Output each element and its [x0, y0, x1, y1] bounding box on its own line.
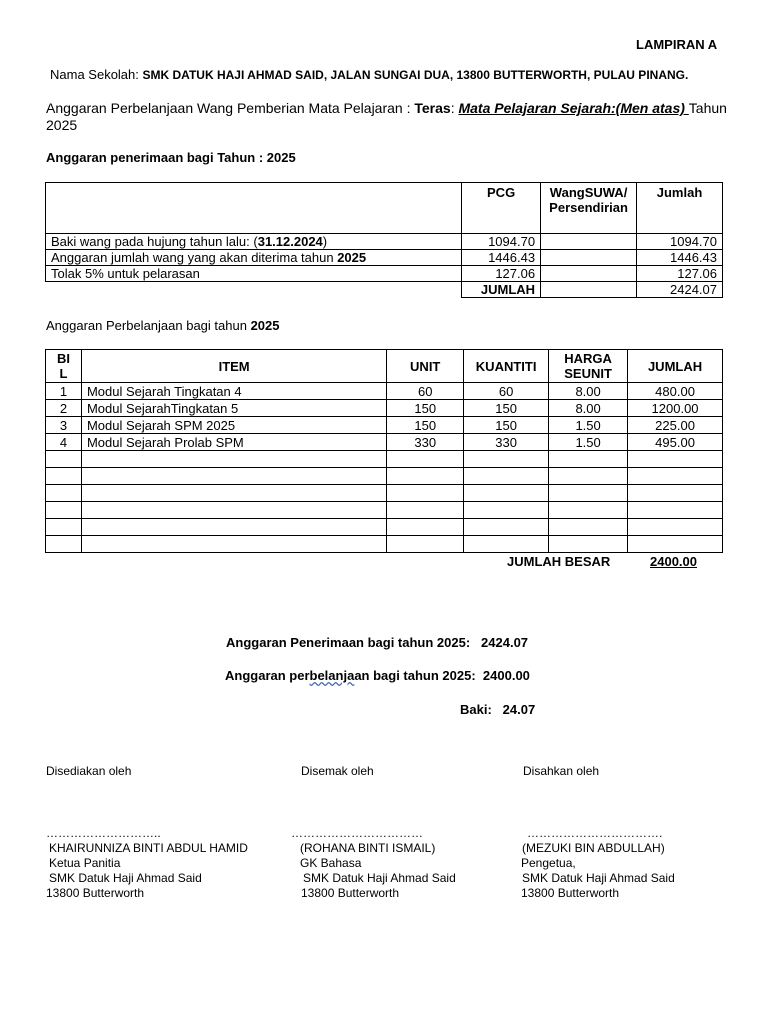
row-kuantiti: 150 — [464, 400, 549, 417]
row-unit: 330 — [387, 434, 464, 451]
row-item: Modul SejarahTingkatan 5 — [81, 400, 386, 417]
receipt-pcg: 127.06 — [462, 266, 541, 282]
receipt-label-text: Anggaran jumlah wang yang akan diterima tahun — [51, 250, 338, 265]
receipts-total-row — [46, 282, 723, 298]
row-harga: 1.50 — [549, 434, 628, 451]
row-harga: 1.50 — [549, 417, 628, 434]
col-wangsuwa: WangSUWA/ Persendirian — [541, 183, 637, 234]
col-unit: UNIT — [387, 350, 464, 383]
summary-spend-underlined: belanja — [309, 668, 355, 683]
expenses-header-row — [46, 350, 723, 383]
signatory-title: GK Bahasa — [300, 856, 362, 870]
table-row — [46, 434, 723, 451]
receipt-jumlah: 127.06 — [637, 266, 723, 282]
row-kuantiti: 150 — [464, 417, 549, 434]
signature-block-prepared — [46, 826, 248, 901]
school-name: SMK DATUK HAJI AHMAD SAID, JALAN SUNGAI DUA, 13800 BUTTERWORTH, PULAU PINANG. — [142, 68, 689, 82]
total-blank — [46, 282, 462, 298]
row-item: Modul Sejarah Prolab SPM — [81, 434, 386, 451]
row-jumlah: 495.00 — [628, 434, 723, 451]
expenses-title-text: Anggaran Perbelanjaan bagi tahun — [46, 318, 251, 333]
signature-role-approved: Disahkan oleh — [523, 764, 600, 778]
row-jumlah: 1200.00 — [628, 400, 723, 417]
summary-baki-value: 24.07 — [502, 702, 536, 717]
table-row — [46, 417, 723, 434]
signature-block-approved — [521, 826, 675, 901]
signature-line: ……………………………. — [527, 826, 663, 840]
signature-block-checked — [291, 826, 456, 901]
table-row — [46, 383, 723, 400]
empty-row — [46, 485, 723, 502]
receipts-title: Anggaran penerimaan bagi Tahun : 2025 — [46, 150, 296, 165]
receipt-jumlah: 1446.43 — [637, 250, 723, 266]
row-item: Modul Sejarah SPM 2025 — [81, 417, 386, 434]
summary-spend-value: 2400.00 — [482, 668, 530, 683]
signatory-title: Ketua Panitia — [49, 856, 121, 870]
summary-spend-post: an bagi tahun 2025: — [354, 668, 476, 683]
row-bil: 4 — [46, 434, 82, 451]
row-kuantiti: 60 — [464, 383, 549, 400]
signature-role-checked: Disemak oleh — [301, 764, 374, 778]
row-bil: 3 — [46, 417, 82, 434]
signatory-name: KHAIRUNNIZA BINTI ABDUL HAMID — [49, 841, 248, 855]
col-kuantiti: KUANTITI — [464, 350, 549, 383]
receipt-suwa — [541, 234, 637, 250]
summary-spend — [225, 668, 530, 683]
table-row — [46, 400, 723, 417]
signature-line: …………………………… — [291, 826, 423, 840]
signatory-school: SMK Datuk Haji Ahmad Said — [522, 871, 675, 885]
expenses-title — [46, 318, 279, 333]
receipt-label-bold: 31.12.2024 — [257, 234, 323, 249]
summary-receipts-label: Anggaran Penerimaan bagi tahun 2025: — [226, 635, 471, 650]
subject-name: Mata Pelajaran Sejarah:(Men atas) — [458, 100, 689, 116]
empty-row — [46, 536, 723, 553]
row-item: Modul Sejarah Tingkatan 4 — [81, 383, 386, 400]
col-item: ITEM — [81, 350, 386, 383]
row-kuantiti: 330 — [464, 434, 549, 451]
empty-row — [46, 468, 723, 485]
empty-row — [46, 519, 723, 536]
signatory-school: SMK Datuk Haji Ahmad Said — [49, 871, 202, 885]
budget-purpose — [46, 100, 736, 134]
table-row — [46, 234, 723, 250]
receipt-jumlah: 1094.70 — [637, 234, 723, 250]
receipt-pcg: 1446.43 — [462, 250, 541, 266]
col-pcg: PCG — [462, 183, 541, 234]
signatory-city: 13800 Butterworth — [301, 886, 400, 900]
row-harga: 8.00 — [549, 400, 628, 417]
col-bil-text: BI L — [56, 351, 70, 381]
receipt-pcg: 1094.70 — [462, 234, 541, 250]
signatory-school: SMK Datuk Haji Ahmad Said — [303, 871, 456, 885]
teras-colon: : — [450, 100, 459, 116]
summary-receipts — [226, 635, 528, 650]
school-label: Nama Sekolah: — [50, 67, 143, 82]
teras-label: Teras — [414, 100, 451, 116]
row-unit: 150 — [387, 400, 464, 417]
grand-total-label: JUMLAH BESAR — [507, 554, 611, 569]
signature-line: ……………………….. — [46, 826, 161, 840]
signatory-name: (ROHANA BINTI ISMAIL) — [300, 841, 436, 855]
receipt-label — [46, 234, 462, 250]
receipt-label-text: ) — [322, 234, 328, 249]
signatory-city: 13800 Butterworth — [521, 886, 620, 900]
row-jumlah: 480.00 — [628, 383, 723, 400]
receipt-suwa — [541, 266, 637, 282]
signatory-city: 13800 Butterworth — [46, 886, 145, 900]
table-row — [46, 250, 723, 266]
col-bil — [46, 350, 82, 383]
grand-total-value: 2400.00 — [650, 554, 697, 569]
table-row — [46, 266, 723, 282]
col-harga-seunit — [549, 350, 628, 383]
receipts-header-row — [46, 183, 723, 234]
row-unit: 150 — [387, 417, 464, 434]
col-harga-text: HARGA SEUNIT — [564, 351, 612, 381]
lampiran-label: LAMPIRAN A — [636, 37, 718, 52]
row-jumlah: 225.00 — [628, 417, 723, 434]
receipts-total-suwa — [541, 282, 637, 298]
purpose-prefix: Anggaran Perbelanjaan Wang Pemberian Mata Pelajaran : — [46, 100, 415, 116]
expenses-table — [45, 349, 723, 553]
receipts-total-value: 2424.07 — [637, 282, 723, 298]
signatory-title: Pengetua, — [521, 856, 576, 870]
empty-row — [46, 451, 723, 468]
summary-receipts-value: 2424.07 — [481, 635, 529, 650]
receipt-label — [46, 250, 462, 266]
summary-baki — [460, 702, 535, 717]
col-jumlah: JUMLAH — [628, 350, 723, 383]
row-bil: 1 — [46, 383, 82, 400]
summary-baki-label: Baki: — [460, 702, 492, 717]
signatory-name: (MEZUKI BIN ABDULLAH) — [522, 841, 665, 855]
receipts-header-blank — [46, 183, 462, 234]
row-bil: 2 — [46, 400, 82, 417]
expenses-title-year: 2025 — [250, 318, 280, 333]
row-unit: 60 — [387, 383, 464, 400]
summary-spend-pre: Anggaran per — [225, 668, 310, 683]
empty-row — [46, 502, 723, 519]
signature-role-prepared: Disediakan oleh — [46, 764, 132, 778]
row-harga: 8.00 — [549, 383, 628, 400]
receipts-table — [45, 182, 723, 298]
receipt-suwa — [541, 250, 637, 266]
receipt-label-text: Baki wang pada hujung tahun lalu: ( — [51, 234, 258, 249]
school-line — [50, 67, 688, 82]
receipts-total-label: JUMLAH — [462, 282, 541, 298]
col-jumlah: Jumlah — [637, 183, 723, 234]
purpose-suffix: Tahun 2025 — [46, 100, 727, 133]
receipt-label: Tolak 5% untuk pelarasan — [46, 266, 462, 282]
receipt-label-bold: 2025 — [337, 250, 367, 265]
